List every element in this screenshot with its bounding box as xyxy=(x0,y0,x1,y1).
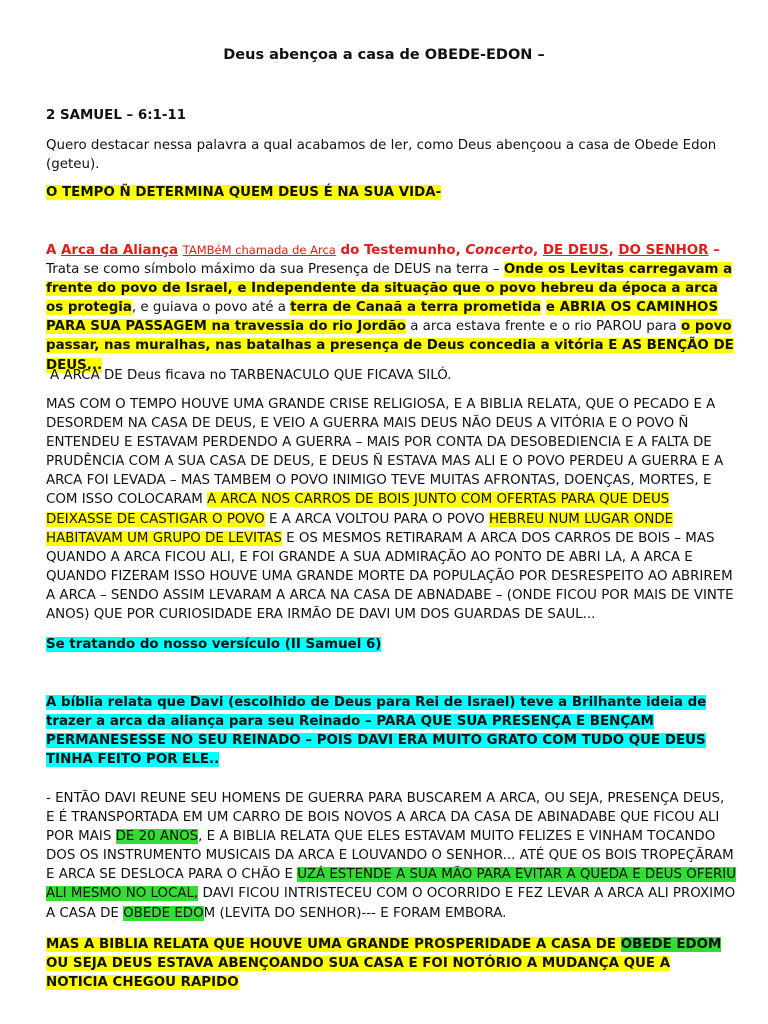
ark-tambem: TAMBéM chamada de Arca xyxy=(182,243,336,257)
entao-text-2: , E A BIBLIA RELATA QUE ELES ESTAVAM MUITO FELIZES E VINHAM TOCANDO DOS OS INSTRUMENTO MUSICAIS DA ARCA E LOUVANDO O SENHOR... ATÉ QUE OS BOIS TROPEÇÃRAM E ARCA SE DESLOCA PARA O CHÃO E xyxy=(46,829,734,883)
versiculo-text: Se tratando do nosso versículo (II Samuel 6) xyxy=(46,637,382,652)
final-text-2: OU SEJA DEUS ESTAVA ABENÇOANDO SUA CASA E FOI NOTÓRIO A MUDANÇA QUE A NOTICIA CHEGOU RAPIDO xyxy=(46,956,671,991)
ark-de-deus: DE DEUS xyxy=(542,243,609,258)
entao-text-4: M (LEVITA DO SENHOR)--- E FORAM EMBORA. xyxy=(203,905,507,921)
ark-word-a: A xyxy=(46,243,57,258)
entao-highlight-obede: OBEDE EDO xyxy=(123,905,204,921)
ark-text-2: , e guiava o povo até a xyxy=(131,300,291,316)
crisis-paragraph xyxy=(46,395,736,624)
ark-paragraph xyxy=(46,241,736,375)
crisis-text-3: E OS MESMOS RETIRARAM A ARCA DOS CARROS DE BOIS – MAS QUANDO A ARCA FICOU ALI, E FOI GRANDE A SUA ADMIRAÇÃO AO PONTO DE ABRI LA, A ARCA E QUANDO FIZERAM ISSO HOUVE UMA GRANDE MORTE DA POPULAÇÃO POR DESRESPEITO AO ABRIREM A ARCA – SENDO ASSIM LEVARAM A ARCA NA CASA DE ABNADABE – (ONDE FICOU POR MAIS DE VINTE ANOS) QUE POR CURIOSIDADE ERA IRMÃO DE DAVI UM DOS GUARDAS DE SAUL... xyxy=(46,530,734,623)
scripture-reference: 2 SAMUEL – 6:1-11 xyxy=(46,108,187,123)
entao-text-3: DAVI FICOU INTRISTECEU COM O OCORRIDO E FEZ LEVAR A ARCA ALI PROXIMO A CASA DE xyxy=(46,886,736,921)
ark-testemunho: do Testemunho xyxy=(340,243,456,258)
davi-text: A bíblia relata que Davi (escolhido de Deus para Rei de Israel) teve a Brilhante ideia de trazer a arca da aliança para seu Reinado – PARA QUE SUA PRESENÇA E BENÇAM PERMANESESSE NO SEU REINADO – POIS DAVI ERA MUITO GRATO COM TUDO QUE DEUS TINHA FEITO POR ELE.. xyxy=(46,695,707,768)
ark-comma-1: , xyxy=(455,243,461,258)
tarbenaculo-paragraph: A ARCA DE Deus ficava no TARBENACULO QUE FICAVA SILÓ. xyxy=(50,368,452,383)
final-text-1: MAS A BIBLIA RELATA QUE HOUVE UMA GRANDE PROSPERIDADE A CASA DE xyxy=(46,937,621,952)
davi-paragraph xyxy=(46,693,736,769)
ark-text-1: Trata se como símbolo máximo da sua Presença de DEUS na terra – xyxy=(46,262,504,278)
ark-comma-3: , xyxy=(608,243,614,258)
ark-highlight-vitoria: o povo passar, nas muralhas, nas batalhas a presença de Deus concedia a vitória E AS BENÇÃO DE DEUS... xyxy=(46,319,734,373)
heading-time-text: O TEMPO Ñ DETERMINA QUEM DEUS É NA SUA VIDA- xyxy=(46,185,442,200)
crisis-text-1: MAS COM O TEMPO HOUVE UMA GRANDE CRISE RELIGIOSA, E A BIBLIA RELATA, QUE O PECADO E A DESORDEM NA CASA DE DEUS, E VEIO A GUERRA MAIS DEUS NÃO DEUS A VITÓRIA E O POVO Ñ ENTENDEU E ESTAVAM PERDENDO A GUERRA – MAIS POR CONTA DA DESOBEDIENCIA E A FALTA DE PRUDÊNCIA COM A SUA CASA DE DEUS, E DEUS Ñ ESTAVA MAS ALI E O POVO PERDEU A GUERRA E A ARCA FOI LEVADA – MAS TAMBEM O POVO INIMIGO TEVE MUITAS AFRONTAS, DOENÇAS, MORTES, E COM ISSO COLOCARAM xyxy=(46,397,724,508)
intro-paragraph: Quero destacar nessa palavra a qual acabamos de ler, como Deus abençoou a casa de Obede Edon (geteu). xyxy=(46,138,717,173)
versiculo-line xyxy=(46,635,736,654)
ark-alianca: Arca da Aliança xyxy=(61,243,179,258)
document-title: Deus abençoa a casa de OBEDE-EDON – xyxy=(223,47,545,63)
crisis-highlight-bois: A ARCA NOS CARROS DE BOIS JUNTO COM OFERTAS PARA QUE DEUS DEIXASSE DE CASTIGAR O POVO xyxy=(46,492,670,527)
ark-highlight-canaa: terra de Canaã a terra prometida xyxy=(290,300,542,316)
ark-text-4: a arca estava frente e o rio PAROU para xyxy=(405,319,681,335)
crisis-highlight-levitas: HEBREU NUM LUGAR ONDE HABITAVAM UM GRUPO DE LEVITAS xyxy=(46,511,674,546)
entao-text-1: - ENTÃO DAVI REUNE SEU HOMENS DE GUERRA PARA BUSCAREM A ARCA, OU SEJA, PRESENÇA DEUS, E É TRANSPORTADA EM UM CARRO DE BOIS NOVOS A ARCA DA CASA DE ABINADABE QUE FICOU ALI POR MAIS xyxy=(46,791,725,845)
final-paragraph xyxy=(46,935,736,992)
ark-concerto: Concerto xyxy=(465,243,534,258)
ark-highlight-jordao: e ABRIA OS CAMINHOS PARA SUA PASSAGEM na travessia do rio Jordão xyxy=(46,300,719,335)
heading-time xyxy=(46,183,736,202)
final-highlight-obede: OBEDE EDOM xyxy=(620,937,722,952)
entao-highlight-20-anos: DE 20 ANOS xyxy=(115,829,199,845)
ark-comma-2: , xyxy=(533,243,539,258)
ark-dash: – xyxy=(708,243,720,258)
ark-highlight-levitas: Onde os Levitas carregavam a frente do povo de Israel, e Independente da situação que o povo hebreu da época a arca os protegia xyxy=(46,262,733,316)
crisis-text-2: E A ARCA VOLTOU PARA O POVO xyxy=(264,511,489,527)
entao-highlight-uza: UZÁ ESTENDE A SUA MÃO PARA EVITAR A QUEDA E DEUS OFERIU ALI MESMO NO LOCAL, xyxy=(46,867,736,902)
entao-paragraph xyxy=(46,789,736,923)
ark-do-senhor: DO SENHOR xyxy=(618,243,709,258)
